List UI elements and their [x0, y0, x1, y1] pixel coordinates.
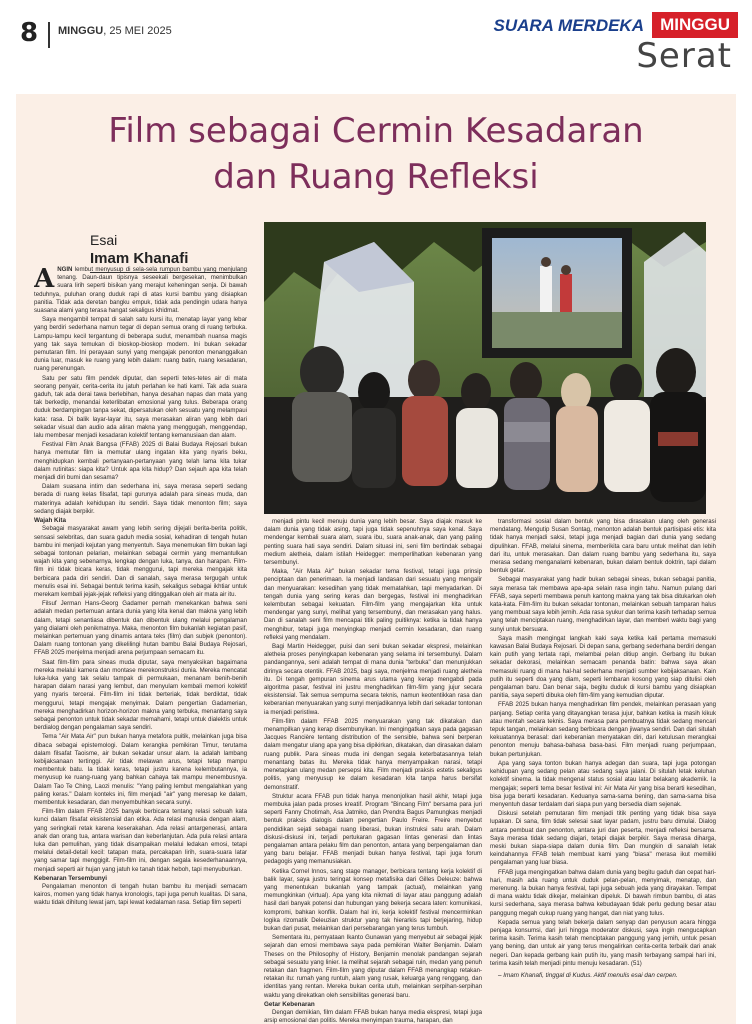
page-header: [0, 0, 752, 80]
article-title: [16, 108, 736, 200]
body-paragraph: Tema "Air Mata Air" pun bukan hanya metafora puitik, melainkan juga bisa dibaca sebagai epistemologi. Dalam kerangka pemikiran Timur, terutama dalam filsafat Taoisme, air bukan sekadar unsur alam. Ia adalah lambang kebijaksanaan tertinggi. Air tidak melawan arus, tetapi tetap mampu membentuk batu. Ia tidak keras, tetapi justru karena kelembutannya, ia menyusup ke ruang-ruang yang bahkan cahaya tak mampu menembusnya. Dalam Tao Te Ching, Laozi menulis: "Yang paling lembut mengalahkan yang paling keras." Dalam konteks ini, film menjadi "air" yang meresap ke dalam, membentuk kesadaran, dan menyembuhkan secara sunyi.: [34, 733, 247, 806]
body-paragraph: Sebagai masyarakat yang hadir bukan sebagai sineas, bukan sebagai panitia, saya merasa tak membawa apa-apa selain rasa ingin tahu. Namun pulang dari FFAB, saya seperti membawa penuh kantong makna yang tak bisa ditukarkan oleh kata-kata. Film-film itu bukan sekadar tontonan, melainkan sebuah tamparan halus yang membuat saya lebih jernih. Ada rasa syukur dan terima kasih terhadap semua yang telah menciptakan ruang, menghadirkan layar, dan memberi waktu bagi yang sunyi untuk bersuara.: [490, 576, 716, 633]
edition-date: [58, 25, 172, 37]
body-paragraph: Apa yang saya tonton bukan hanya adegan dan suara, tapi juga potongan kehidupan yang sedang pelan atau sedang saya jalani. Di situlah letak keluhan kolektif sinema. Ia tidak mengenal status sosial atau latar belakang akademik. Ia mengajak; seperti tema besar festival ini: Air Mata Air yang bisa berarti kesedihan, bisa juga berarti kesadaran. Keduanya sama-sama bening, dan sama-sama bisa menyentuh dasar terdalam dari siapa pun yang bersedia diam sejenak.: [490, 759, 716, 808]
author-name: Imam Khanafi: [90, 250, 189, 267]
section-name: Serat: [636, 36, 732, 76]
article-panel: [16, 94, 736, 1024]
body-paragraph: transformasi sosial dalam bentuk yang bisa dirasakan ulang oleh generasi mendatang. Mengutip Susan Sontag, menonton adalah bentuk partisipasi etis: kita tidak hanya menjadi saksi, tetapi juga menjadi bagian dari dunia yang sedang dipulihkan. FFAB, melalui sinema, memberikita cara baru untuk melihat dan lebih dari itu, untuk merasakan. Dan dalam ruang bambu yang sederhana itu, saya merasa sedang menganalami kebenaran, bukan dalam bentuk doktrin, tapi dalam bentuk getar.: [490, 518, 716, 575]
genre-label: Esai: [90, 232, 118, 248]
outdoor-film-screening-photo: [264, 222, 706, 514]
body-paragraph: Diskusi setelah pemutaran film menjadi titik penting yang tidak bisa saya lupakan. Di sana, film tidak selesai saat layar padam, justru baru dimulai. Dialog antara pembuat dan penonton, antara juri dan peserta, menjadi refleksi bersama. Saya merasa tidak sedang diajari, tetapi diajak berpikir. Saya merasa diharga, meski bukan siapa-siapa dalam dunia film. Dan mungkin di sanalah letak keindahannya FFAB telah membuat kami yang "biasa" merasa ikut memiliki pengalaman yang luar biasa.: [490, 810, 716, 867]
body-paragraph: Sebagai masyarakat awam yang lebih sering dijejali berita-berita politik, sensasi selebritas, dan suara gaduh media sosial, kehadiran di tengah hutan bambu ini menjadi kejutan yang menyentuh. Saya menemukan film bukan lagi sebagai tontonan pelarian, melainkan sebagai cermin yang memantulkan wajah kita yang sebenarnya, lengkap dengan luka, tanya, dan harapan. Film-film ini tidak bicara keras, tidak menggurui, tapi mereka mengajak kita berbicara pada diri sendiri. Dan di sanalah, saya merasa tergugah untuk menulis esai ini. Sebagai bentuk terima kasih, sekaligus sebagai ikhtiar untuk merekam kembali jejak-jejak refleksi yang ditinggalkan oleh air mata air itu.: [34, 525, 247, 598]
body-paragraph: Festival Film Anak Bangsa (FFAB) 2025 di Balai Budaya Rejosari bukan hanya memutar film ia memutar ulang ingatan kita yang nyaris beku, menghidupkan kembali pertanyaan-pertanyaan yang telah lama kita tukar dalam rutinitas: siapa kita? Untuk apa kita hidup? Dan sejauh apa kita telah menjadi diri bumi dan sesama?: [34, 441, 247, 482]
body-paragraph: Dalam suasana intim dan sederhana ini, saya merasa seperti sedang berada di ruang kelas filsafat, tapi gurunya adalah para sineas muda, dan materinya adalah kehidupan itu sendiri. Saya tidak menonton film; saya sedang diajak berpikir.: [34, 483, 247, 515]
col1-paragraphs: [34, 316, 247, 516]
body-paragraph: Satu per satu film pendek diputar, dan seperti tetes-tetes air di mata seorang penyair, cerita-cerita itu jatuh perlahan ke hati kami. Tak ada suara gaduh, tak ada derai tawa berlebihan, hanya desahan napas dan mata yang tak berkedip, menandai keterlibatan emosional yang tulus. Beberapa orang duduk berdampingan tanpa sekat, dipersatukan oleh sesuatu yang melampaui kata: rasa. Di balik layar-layar itu, saya merasakan aliran yang lebih dari sekadar visual dan audio ada aliran makna yang menggugah, menggendap, lalu membesar menjadi kesadaran kolektif tentang kemanusiaan dan alam.: [34, 374, 247, 440]
article-column-3: [490, 518, 716, 1024]
edition-date-text: , 25 MEI 2025: [103, 25, 172, 37]
edition-day: MINGGU: [58, 25, 104, 37]
body-paragraph: Maka, "Air Mata Air" bukan sekadar tema festival, tetapi juga prinsip penciptaan dan penerimaan. Ia menjadi landasan dari sesuatu yang mengalir dan menyuarakan: kesedihan yang tidak mematahkan, tapi menyadarkan. Di tengah dunia yang sering keras dan bergegas, festival ini menghadirkan kelembutan sebagai kekuatan. Film-film yang mengajarkan kita untuk mendengar yang sunyi, melihat yang tersembunyi, dan merasakan yang halus. Dan di sanalah seni film mencapai titik paling puitiknya: ketika ia tidak hanya menghibur, tetapi juga menyingkap menjadi cermin kesadaran, dan ruang refleksi yang mendalam.: [264, 568, 482, 641]
lead-text: lembut menyusup di sela-sela rumpun bambu yang menjulang tenang. Daun-daun tipisnya seseekali bergesekan, menimbulkan suara lirih seperti bisikan yang merajut keheningan senja. Di bawah teduhnya, puluhan orang duduk rapi di atas kursi bambu yang disiapkan panitia. Tidak ada deretan bangku empuk, tidak ada pendingin udara hanya suasana alami yang terasa hangat sekaligus khidmat.: [34, 266, 247, 315]
body-paragraph: Ketika Cornel Innos, sang stage manager, berbicara tentang kerja kolektif di balik layar, saya justru teringat konsep metafisika dari Gilles Deleuze: bahwa yang menentukan bukanlah yang tampak (actual), melainkan yang memungkinkan (virtual). Apa yang kita nikmati di layar atau panggung adalah hasil dari banyak potensi dan hubungan yang bekerja secara laten: komunikasi, kompromi, bahkan konflik. Dalam hal ini, kerja kolektif festival mencerminkan logika rizomatik Deleuzian struktur yang tak hierarkis tapi berjejaring, hidup bukan dari pusat, melainkan dari persebarangan yang terus tumbuh.: [264, 867, 482, 932]
subheading-getar-kebenaran: Getar Kebenaran: [264, 1000, 315, 1008]
lead-caps: NGIN: [57, 266, 73, 273]
body-paragraph: Struktur acara FFAB pun tidak hanya menonjolkan hasil akhir, tetapi juga membuka jalan pada proses kreatif. Program "Bincang Film" bersama para juri seperti Fanny Chotimah, Asa Jatmiko, dan Prendra Bagus Pamungkas menjadi bentuk praksis dialogis dalam pengertian Paulo Freire. Freire menyebut pendidikan sejati sebagai ruang liberasi, bukan instruksi satu arah. Dalam diskusi-diskusi ini, terjadi pertukaran gagasan lintas generasi dan lintas pengalaman antara pelaku film dan penonton, antara yang berpengalaman dan yang baru belajar. FFAB menjadi bukan hanya festival, tapi juga forum pedagogis yang memanusiakan.: [264, 792, 482, 866]
author-note: – Imam Khanafi, tinggal di Kudus. Aktif menulis esai dan cerpen.: [498, 971, 678, 979]
body-paragraph: Saya mengambil tempat di salah satu kursi itu, menatap layar yang lebar yang berdiri sederhana namun tegar di depan semua orang di ruang terbuka. Lampu-lampu kecil tergantung di beberapa sudut, menambah nuansa magis yang tak saya temukan di bioskop-bioskop modern. Ini bukan sekadar pemutaran film. Ini perayaan sunyi yang mengajak penonton menanggalkan dunia luar, masuk ke ruang yang lebih dalam: ruang batin, ruang kesadaran, ruang perenungan.: [34, 316, 247, 373]
body-paragraph: Dengan demikian, film dalam FFAB bukan hanya media ekspresi, tetapi juga arsip emosional dan politis. Mereka menyimpan trauma, harapan, dan: [264, 1008, 482, 1024]
col1-paragraphs-c: [34, 883, 247, 908]
body-paragraph: menjadi pintu kecil menuju dunia yang lebih besar. Saya diajak masuk ke dalam dunia yang tidak asing, tapi juga tidak sepenuhnya saya kenal. Saya mendengar kembali suara alam, suara ibu, suara anak-anak, dan yang paling penting suara hati saya sendiri. Dalam situasi ini, seni film bertindak sebagai medium aletheia, dalam istilah Heidegger: memperlihatkan kebenaran yang tersembunyi.: [264, 518, 482, 567]
title-line-1: Film sebagai Cermin Kesadaran: [108, 111, 644, 151]
brand-masthead: [493, 12, 738, 76]
body-paragraph: Filsuf Jerman Hans-Georg Gadamer pernah menekankan bahwa seni adalah medan pertemuan antara dunia yang kita kenal dan makna yang lebih dalam, tetapi senantiasa dibentuk dan dibentuk ulang melalui pengalaman yang dialami oleh penikmatnya. Maka, menonton film bukanlah kegiatan pasif, melainkan pertemuan yang dinamis antara teks (film) dan subjek (penonton). Dalam ruang tontonan yang dikelilingi hutan bambu Balai Budaya Rejosari, FFAB 2025 menjelma menjadi arena perjumpaan semacam itu.: [34, 600, 247, 657]
subheading-kebenaran-tersembunyi: Kebenaran Tersembunyi: [34, 874, 108, 882]
body-paragraph: Film-film dalam FFAB 2025 banyak berbicara tentang relasi sebuah kata kunci dalam filsafat eksistensial dan etika. Ada relasi manusia dengan alam, yang seringkali retak karena keserakahan. Ada relasi antargenerasi, antara anak dan orang tua, antara warisan dan keberlanjutan. Ada pula relasi antara luka dan pemulihan, yang tidak disampaikan melalui ledakan emosi, tetapi melalui detail-detail kecil: tatapan mata, percakapan lirih, suara-suara latar yang samar tapi menggigit. Film-film ini, dengan segala kesederhanaannya, menjadi seperti air hujan yang jatuh ke tanah tidak heboh, tapi menyuburkan.: [34, 808, 247, 873]
col1-paragraphs-b: [34, 525, 247, 874]
body-paragraph: Kepada semua yang telah bekerja dalam senyap dan penyusun acara hingga penjaga konsumsi, dari juri hingga moderator diskusi, saya ingin mengucapkan terima kasih. Terima kasih telah menciptakan panggung yang jernih, untuk pesan yang bening, dan untuk air yang terus mengalirkan cerita-cerita terbaik dari anak negeri. Dan kepada gerbang kain putih itu, yang masih terbayang sampai hari ini, terima kasih telah menjadi pintu menuju kesadaran. (51): [490, 918, 716, 967]
page-number: 8: [20, 18, 39, 48]
subheading-wajah-kita: Wajah Kita: [34, 517, 66, 525]
lead-paragraph: [34, 266, 247, 315]
dropcap: A: [34, 266, 55, 294]
body-paragraph: Saat film-film para sineas muda diputar, saya menyaksikan bagaimana mereka melalui kamera dan montase merekonstruksi dunia. Mereka mencatat luka-luka yang tak selalu tampak di permukaan, menanam benih-benih harapan dalam narasi yang lembut, dan menyulam kembali memori kolektif yang nyaris tercerai. Film-film ini tidak berteriak, tidak berdiktat, tidak menggurui, tetapi mengajak menyimak. Dalam pengertian Gadamerian, mereka menghadirkan horizon-horizon makna yang terbuka, menantang saya sebagai penonton untuk tidak sekadar memahami, tetapi untuk dialektis untuk berdialog dengan pengalaman saya sendiri.: [34, 658, 247, 732]
col2-paragraphs-b: [264, 1009, 482, 1024]
body-paragraph: Sementara itu, pernyataan Ikanto Gunawan yang menyebut air sebagai jejak sejarah dan emosi membawa saya pada pemikiran Walter Benjamin. Dalam Theses on the Philosophy of History, Benjamin menolak pandangan sejarah sebagai sesuatu yang linier. Ia melihat sejarah sebagai ruin, medan yang penuh retakan dan fragmen. Film-film yang diputar dalam FFAB menangkap retakan-retakan itu: rumah yang runtuh, alam yang rusak, keluarga yang renggang, dan identitas yang rentan. Mereka bukan cerita utuh, melainkan serpihan-serpihan waktu yang direkatkan oleh sensibilitas generasi baru.: [264, 934, 482, 999]
brand-minggu-badge: MINGGU: [652, 12, 738, 38]
title-line-2: dan Ruang Refleksi: [213, 157, 539, 197]
article-column-2: [264, 518, 482, 1024]
body-paragraph: FFAB juga mengingatkan bahwa dalam dunia yang begitu gaduh dan cepat hari-hari, masih ada ruang untuk duduk pelan-pelan, menyimak, menatap, dan merenung. Ia bukan hanya festival, tapi juga sebuah jeda yang dirayakan. Tempat di mana waktu tidak dikejar, melainkan dipeluk. Di bawah rimbun bambu, di atas kursi sederhana, saya merasa bahwa kebudayaan tidak perlu gedung besar atau panggung megah cukup ruang yang hangat, dan niat yang tulus.: [490, 868, 716, 917]
body-paragraph: Film-film dalam FFAB 2025 menyuarakan yang tak dikatakan dan menampilkan yang kerap disembunyikan. Ini mengingatkan saya pada gagasan Jacques Rancière tentang distribution of the sensible, bahwa seni berperan dalam mengatur ulang apa yang bisa dipikirkan, dikatakan, dan dirasakan dalam ruang publik. Para sineas muda ini dengan segala keterbatasannya telah menantang batas itu. Mereka tidak hanya menyampaikan narasi, tetapi menetapkan ulang medan persepsi kita. Film menjadi praksis estetis sekaligus politis, yang menyusup ke dalam kesadaran kita tanpa harus bersifat demonstratif.: [264, 717, 482, 791]
screening-photo-illustration: [264, 222, 706, 514]
header-divider: [48, 22, 50, 48]
body-paragraph: Saya masih mengingat langkah kaki saya ketika kali pertama memasuki kawasan Balai Budaya Rejosari. Di depan sana, gerbang sederhana berdiri dengan kain putih yang tertata rapi, melambai pelan ditiup angin. Gerbang itu bukan sekadar dekorasi, melainkan semacam penanda batin: bahwa saya akan memasuki ruang di mana hal-hal sederhana menjadi sumber kebijaksanaan. Kain putih itu seperti doa yang diam, seperti lembaran kosong yang siap ditulisi oleh pengalaman baru. Dan benar saja, begitu duduk di kursi bambu yang disiapkan panitia, saya seperti dibuka oleh film-film yang kemudian diputar.: [490, 634, 716, 700]
body-paragraph: Bagi Martin Heidegger, puisi dan seni bukan sekadar ekspresi, melainkan aletheia proses penyingkapan kebenaran yang selama ini tersembunyi. Dalam pandangannya, seni adalah tempat di mana dunia "terbuka" dan menunjukkan dirinya secara otentik. FFAB 2025, bagi saya, menjelma menjadi ruang aletheia itu. Di tengah gempuran sinema arus utama yang kerap mengabdi pada algoritma pasar, festival ini justru menghadirkan film-film yang jujur secara eksistensial. Tak semua sempurna secara teknis, namun keotentikkan rasa dan keberanian menyuarakan yang sunyi menjadikannya lebih dari sekadar tontonan ia menjadi peristiwa.: [264, 643, 482, 716]
body-paragraph: Pengalaman menonton di tengah hutan bambu itu menjadi semacam kairos, momen yang tidak hanya kronologis, tapi juga penuh kualitas. Di sana, waktu tidak dihitung lewat jam, tapi lewat kedalaman rasa. Setiap film seperti: [34, 883, 247, 907]
brand-name: SUARA MERDEKA: [493, 16, 644, 35]
col2-paragraphs: [264, 518, 482, 1000]
article-column-1: [34, 266, 247, 1024]
body-paragraph: FFAB 2025 bukan hanya menghadirkan film pendek, melainkan perasaan yang panjang. Setiap cerita yang ditayangkan terasa jujur, bahkan ketika ia masih kikuk atau mentah secara teknis. Saya merasa para pembuatnya tidak sedang mencari tepuk tangan, melainkan sedang berbicara dengan jiwanya sendiri. Dan dari situlah kekuatannya berasal: dari keberanian menyatakan diri, dari ketulusan merangkai penonton menuju bahasa-bahasa basa-basi. Film menjadi ruang perjumpaan, bukan pertunjukan.: [490, 701, 716, 758]
col3-paragraphs: [490, 518, 716, 968]
